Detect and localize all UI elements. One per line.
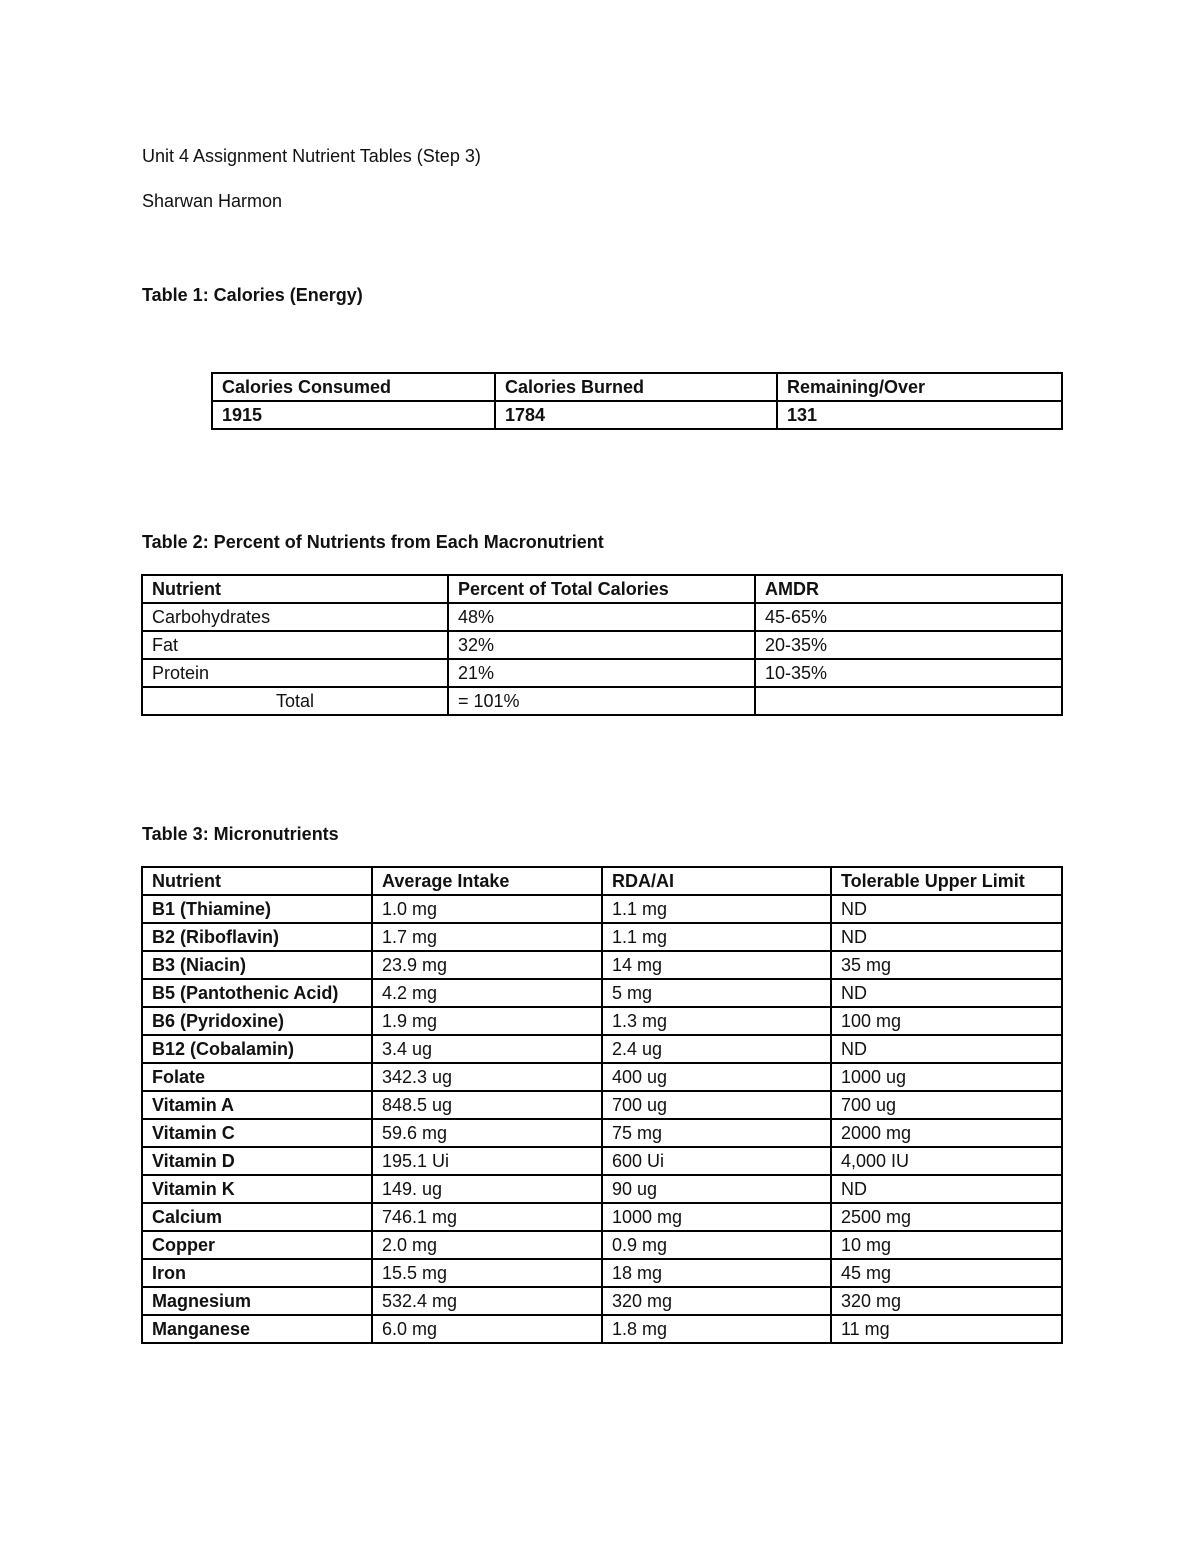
table-cell: 21% <box>448 659 755 687</box>
table-row <box>142 1035 1062 1063</box>
table-cell: 15.5 mg <box>372 1259 602 1287</box>
table-cell: 1.3 mg <box>602 1007 831 1035</box>
table-cell: 1.1 mg <box>602 895 831 923</box>
table-cell: 848.5 ug <box>372 1091 602 1119</box>
table-cell: 195.1 Ui <box>372 1147 602 1175</box>
nutrient-name-cell: Iron <box>142 1259 372 1287</box>
table-row <box>142 1147 1062 1175</box>
table-cell: 400 ug <box>602 1063 831 1091</box>
document-title: Unit 4 Assignment Nutrient Tables (Step 3) <box>142 146 481 166</box>
nutrient-name-cell: Vitamin A <box>142 1091 372 1119</box>
table-cell: 4,000 IU <box>831 1147 1062 1175</box>
table-cell: 75 mg <box>602 1119 831 1147</box>
table-row <box>142 923 1062 951</box>
table-row <box>142 1315 1062 1343</box>
table-total-row <box>142 687 1062 715</box>
table-cell: 14 mg <box>602 951 831 979</box>
table-cell: 700 ug <box>602 1091 831 1119</box>
table-cell: 4.2 mg <box>372 979 602 1007</box>
table-cell: 342.3 ug <box>372 1063 602 1091</box>
nutrient-name-cell: Magnesium <box>142 1287 372 1315</box>
nutrient-name-cell: B6 (Pyridoxine) <box>142 1007 372 1035</box>
table-header-row <box>142 575 1062 603</box>
table-cell: 2500 mg <box>831 1203 1062 1231</box>
table-cell: 2.4 ug <box>602 1035 831 1063</box>
table-row <box>142 895 1062 923</box>
nutrient-name-cell: Copper <box>142 1231 372 1259</box>
nutrient-name-cell: B1 (Thiamine) <box>142 895 372 923</box>
table-cell: 90 ug <box>602 1175 831 1203</box>
nutrient-name-cell: B5 (Pantothenic Acid) <box>142 979 372 1007</box>
table-cell: 10-35% <box>755 659 1062 687</box>
table-cell: 10 mg <box>831 1231 1062 1259</box>
table-cell: 532.4 mg <box>372 1287 602 1315</box>
table-cell: 600 Ui <box>602 1147 831 1175</box>
table-cell: 746.1 mg <box>372 1203 602 1231</box>
table-cell: 100 mg <box>831 1007 1062 1035</box>
table-cell: 11 mg <box>831 1315 1062 1343</box>
table-cell: 2000 mg <box>831 1119 1062 1147</box>
nutrient-name-cell: Folate <box>142 1063 372 1091</box>
table2-heading: Table 2: Percent of Nutrients from Each Macronutrient <box>142 532 604 552</box>
table-header-cell: Average Intake <box>372 867 602 895</box>
table-cell: ND <box>831 923 1062 951</box>
table-row <box>142 1231 1062 1259</box>
table-cell: 1.9 mg <box>372 1007 602 1035</box>
table-cell: 20-35% <box>755 631 1062 659</box>
nutrient-name-cell: Vitamin D <box>142 1147 372 1175</box>
nutrient-name-cell: B3 (Niacin) <box>142 951 372 979</box>
table-cell: 3.4 ug <box>372 1035 602 1063</box>
author-name: Sharwan Harmon <box>142 191 283 211</box>
table-header-row <box>212 373 1062 401</box>
table-header-cell: Nutrient <box>142 575 448 603</box>
nutrient-name-cell: Vitamin C <box>142 1119 372 1147</box>
nutrient-name-cell: Manganese <box>142 1315 372 1343</box>
table-cell: ND <box>831 1175 1062 1203</box>
table-cell: 149. ug <box>372 1175 602 1203</box>
table-cell <box>755 687 1062 715</box>
table-cell: 131 <box>777 401 1062 429</box>
table-cell: 23.9 mg <box>372 951 602 979</box>
table-header-cell: Calories Burned <box>495 373 777 401</box>
table-cell: 1000 ug <box>831 1063 1062 1091</box>
table1-heading: Table 1: Calories (Energy) <box>142 285 363 305</box>
table-cell: Protein <box>142 659 448 687</box>
table-cell: 0.9 mg <box>602 1231 831 1259</box>
table-cell: 320 mg <box>602 1287 831 1315</box>
table-header-cell: Percent of Total Calories <box>448 575 755 603</box>
total-value: = 101% <box>448 687 755 715</box>
table-header-cell: Tolerable Upper Limit <box>831 867 1062 895</box>
table-header-cell: AMDR <box>755 575 1062 603</box>
table-cell: 700 ug <box>831 1091 1062 1119</box>
table-row <box>142 951 1062 979</box>
table-cell: 1.8 mg <box>602 1315 831 1343</box>
table-row <box>142 659 1062 687</box>
table-cell: 1.1 mg <box>602 923 831 951</box>
table-cell: 1915 <box>212 401 495 429</box>
table-row <box>142 1203 1062 1231</box>
table-cell: ND <box>831 979 1062 1007</box>
table-cell: ND <box>831 1035 1062 1063</box>
table-header-row <box>142 867 1062 895</box>
nutrient-name-cell: B2 (Riboflavin) <box>142 923 372 951</box>
table-cell: 1.7 mg <box>372 923 602 951</box>
total-label: Total <box>142 687 448 715</box>
table-cell: Fat <box>142 631 448 659</box>
table-cell: 45 mg <box>831 1259 1062 1287</box>
table-cell: 1.0 mg <box>372 895 602 923</box>
macronutrient-table <box>141 574 1063 716</box>
table-cell: 5 mg <box>602 979 831 1007</box>
table-header-cell: Nutrient <box>142 867 372 895</box>
table-header-cell: Calories Consumed <box>212 373 495 401</box>
table-row <box>142 979 1062 1007</box>
nutrient-name-cell: Calcium <box>142 1203 372 1231</box>
table-cell: 45-65% <box>755 603 1062 631</box>
table-cell: 18 mg <box>602 1259 831 1287</box>
table-cell: 48% <box>448 603 755 631</box>
table-row <box>142 1287 1062 1315</box>
table-row <box>212 401 1062 429</box>
table-row <box>142 1175 1062 1203</box>
table-row <box>142 631 1062 659</box>
table-cell: ND <box>831 895 1062 923</box>
table-header-cell: Remaining/Over <box>777 373 1062 401</box>
table-cell: 1000 mg <box>602 1203 831 1231</box>
table-row <box>142 1007 1062 1035</box>
nutrient-name-cell: B12 (Cobalamin) <box>142 1035 372 1063</box>
table-cell: 2.0 mg <box>372 1231 602 1259</box>
table-row <box>142 1259 1062 1287</box>
table3-heading: Table 3: Micronutrients <box>142 824 339 844</box>
table-cell: 32% <box>448 631 755 659</box>
table-row <box>142 1091 1062 1119</box>
table-header-cell: RDA/AI <box>602 867 831 895</box>
micronutrient-table <box>141 866 1063 1344</box>
table-cell: 59.6 mg <box>372 1119 602 1147</box>
table-cell: 320 mg <box>831 1287 1062 1315</box>
table-cell: 35 mg <box>831 951 1062 979</box>
nutrient-name-cell: Vitamin K <box>142 1175 372 1203</box>
table-cell: 1784 <box>495 401 777 429</box>
table-row <box>142 1063 1062 1091</box>
table-cell: 6.0 mg <box>372 1315 602 1343</box>
table-row <box>142 603 1062 631</box>
table-row <box>142 1119 1062 1147</box>
table-cell: Carbohydrates <box>142 603 448 631</box>
calories-table <box>211 372 1063 430</box>
